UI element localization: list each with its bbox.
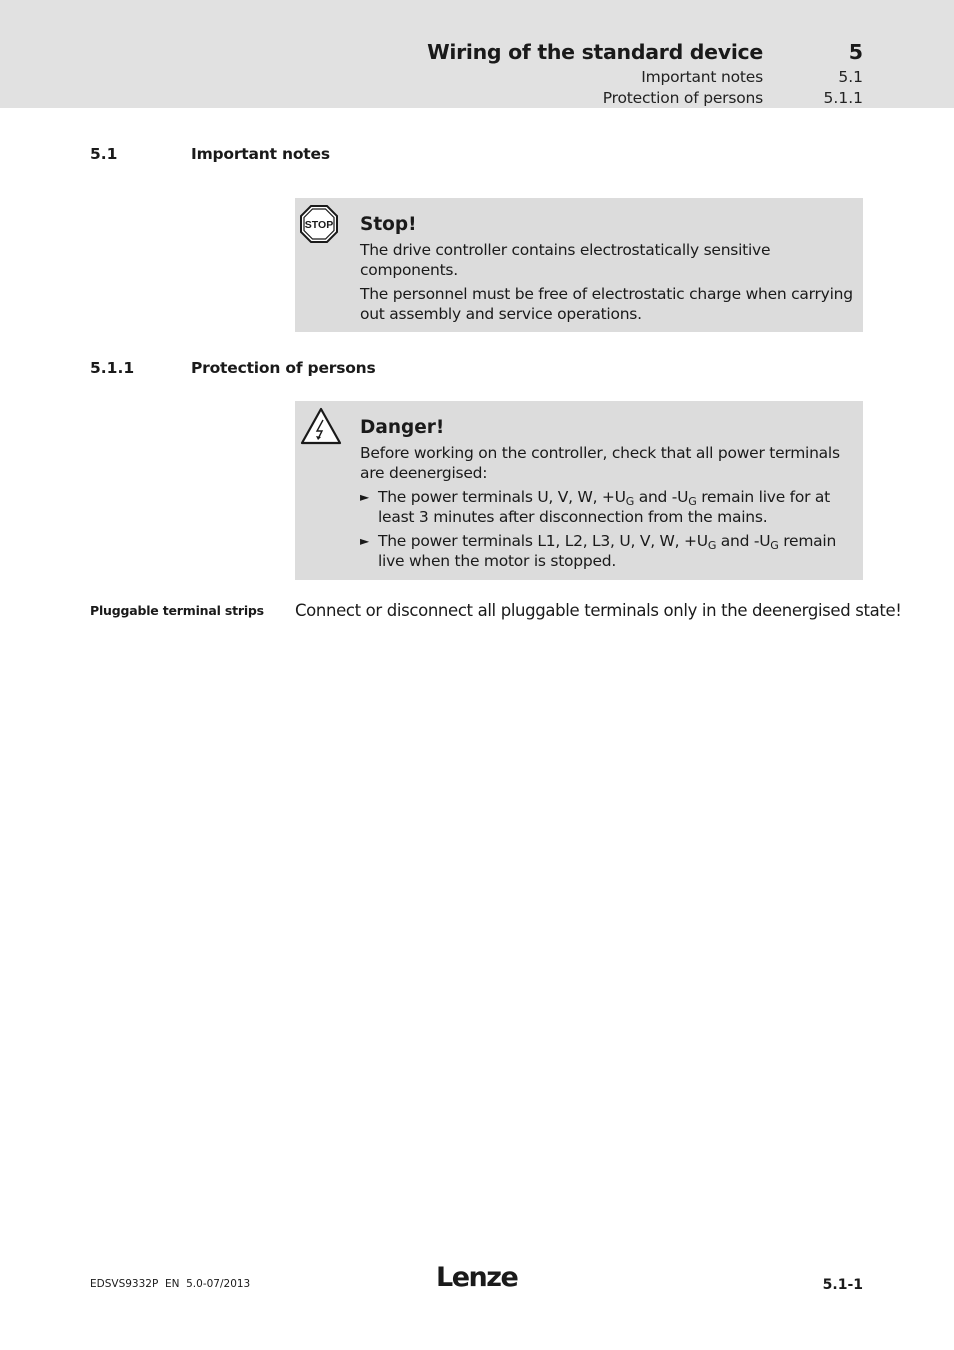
stop-note-paragraph: The personnel must be free of electrostatic charge when carrying out assembly and service operations. xyxy=(360,285,853,323)
header-sub2-number: 5.1.1 xyxy=(823,89,863,107)
section-title: Important notes xyxy=(191,145,330,163)
lenze-logo: Lenze xyxy=(436,1262,518,1293)
danger-bullet: ► The power terminals L1, L2, L3, U, V, W, $+U_G$ and $-U_G$ remain live when the motor is stopped. xyxy=(360,532,837,570)
header-sub1-title: Important notes xyxy=(641,68,763,86)
footer-document-id: EDSVS9332P EN 5.0-07/2013 xyxy=(90,1278,251,1290)
pluggable-text: Connect or disconnect all pluggable terminals only in the deenergised state! xyxy=(295,601,902,620)
stop-sign-icon xyxy=(300,205,338,247)
stop-note-body xyxy=(360,213,857,324)
footer-page-number: 5.1-1 xyxy=(822,1277,863,1293)
svg-text:STOP: STOP xyxy=(304,219,334,231)
subsection-title: Protection of persons xyxy=(191,359,376,377)
bullet-arrow-icon: ► xyxy=(360,490,369,504)
stop-note-title: Stop! xyxy=(360,214,417,235)
chapter-number: 5 xyxy=(848,40,863,64)
header-sub1-number: 5.1 xyxy=(838,68,863,86)
stop-note-paragraph: The drive controller contains electrostatically sensitive components. xyxy=(360,241,771,279)
danger-note-intro: Before working on the controller, check that all power terminals are deenergised: xyxy=(360,444,840,482)
chapter-title: Wiring of the standard device xyxy=(427,40,763,64)
subsection-number: 5.1.1 xyxy=(90,359,135,377)
danger-note xyxy=(295,401,863,580)
danger-note-title: Danger! xyxy=(360,417,445,438)
danger-note-body xyxy=(360,416,857,571)
section-number: 5.1 xyxy=(90,145,118,163)
high-voltage-warning-icon xyxy=(300,407,342,449)
bullet-arrow-icon: ► xyxy=(360,534,369,548)
side-label-pluggable: Pluggable terminal strips xyxy=(90,603,264,618)
danger-bullet: ► The power terminals U, V, W, $+U_G$ and $-U_G$ remain live for at least 3 minutes after disconnection from the mains. xyxy=(360,488,830,526)
header-sub2-title: Protection of persons xyxy=(602,89,763,107)
stop-note xyxy=(295,198,863,332)
